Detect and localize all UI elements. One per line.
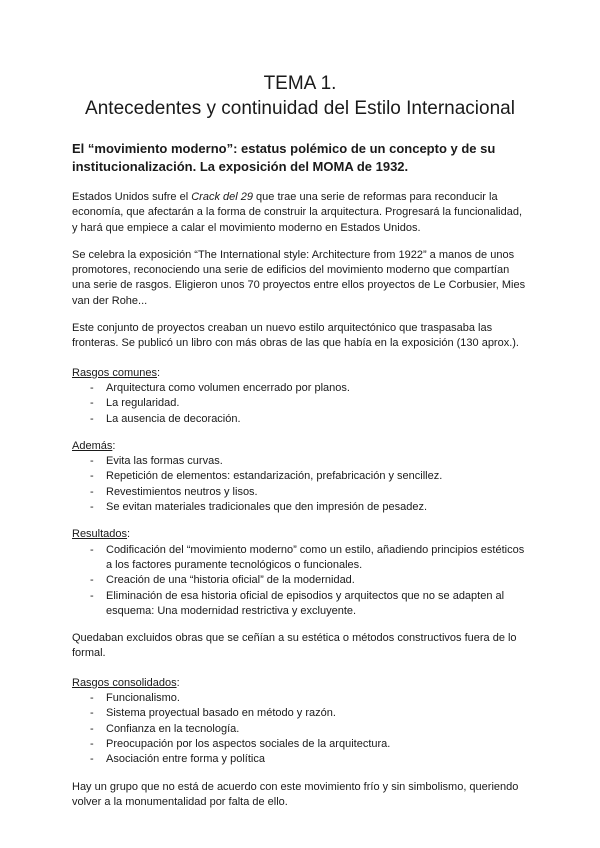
list-item: - Evita las formas curvas. [90,454,528,469]
section-heading: Resultados [72,528,128,541]
list-item: - Asociación entre forma y política [90,752,528,767]
section-rasgos-consolidados [72,676,528,691]
section-rasgos-comunes [72,366,528,381]
list-rasgos-consolidados [72,691,528,767]
list-resultados [72,543,528,619]
list-item: - Repetición de elementos: estandarización, prefabricación y sencillez. [90,469,528,484]
paragraph-new-style: Este conjunto de proyectos creaban un nuevo estilo arquitectónico que traspasaba las fronteras. Se publicó un libro con más obras de las que había en la exposición (130 aprox.). [72,322,519,350]
section-heading: Rasgos consolidados [72,676,177,689]
section-subtitle: El “movimiento moderno”: estatus polémico de un concepto y de su institucionalización. La exposición del MOMA de 1932. [72,141,496,174]
list-item: - Revestimientos neutros y lisos. [90,485,528,500]
title-block [72,0,528,121]
list-item: - Confianza en la tecnología. [90,722,528,737]
list-ademas [72,454,528,515]
list-item: - Arquitectura como volumen encerrado por planos. [90,381,528,396]
list-item: - Preocupación por los aspectos sociales de la arquitectura. [90,737,528,752]
paragraph-crack-29 [72,190,528,236]
heading-colon: : [176,676,180,689]
page-title-number: TEMA 1. [263,73,337,94]
list-item: - Creación de una “historia oficial” de la modernidad. [90,573,528,588]
section-resultados [72,527,528,542]
heading-colon: : [112,439,116,452]
paragraph-text: Estados Unidos sufre el [72,191,192,203]
section-heading: Además [72,439,113,452]
list-item: - La regularidad. [90,396,528,411]
italic-term: Crack del 29 [191,191,253,203]
paragraph-monumentality: Hay un grupo que no está de acuerdo con este movimiento frío y sin simbolismo, queriendo volver a la monumentalidad por falta de ello. [72,780,519,808]
paragraph-text: que trae una serie de reformas para reconducir la economía, que afectarán a la forma de construir la arquitectura. Progresará la funcionalidad, y hará que empiece a calar el movimiento moderno en Estados Unidos. [72,191,523,234]
heading-colon: : [157,366,161,379]
paragraph-excluded: Quedaban excluidos obras que se ceñían a su estética o métodos constructivos fuera de lo formal. [72,632,517,660]
section-heading: Rasgos comunes [72,366,157,379]
list-item: - Sistema proyectual basado en método y razón. [90,706,528,721]
heading-colon: : [127,528,131,541]
section-ademas [72,439,528,454]
list-item: - La ausencia de decoración. [90,412,528,427]
paragraph-exposition: Se celebra la exposición “The International style: Architecture from 1922” a manos de unos promotores, reconociendo una serie de edificios del movimiento moderno que compartían una serie de rasgos. Eligieron unos 70 proyectos entre ellos proyectos de Le Corbusier, Mies van der Rohe... [72,248,526,307]
list-item: - Eliminación de esa historia oficial de episodios y arquitectos que no se adapten al esquema: Una modernidad restrictiva y excluyente. [90,589,528,620]
page-title: Antecedentes y continuidad del Estilo Internacional [85,98,515,119]
list-rasgos-comunes [72,381,528,427]
list-item: - Codificación del “movimiento moderno” como un estilo, añadiendo principios estéticos a los factores puramente tecnológicos o funcionales. [90,543,528,574]
list-item: - Se evitan materiales tradicionales que den impresión de pesadez. [90,500,528,515]
list-item: - Funcionalismo. [90,691,528,706]
